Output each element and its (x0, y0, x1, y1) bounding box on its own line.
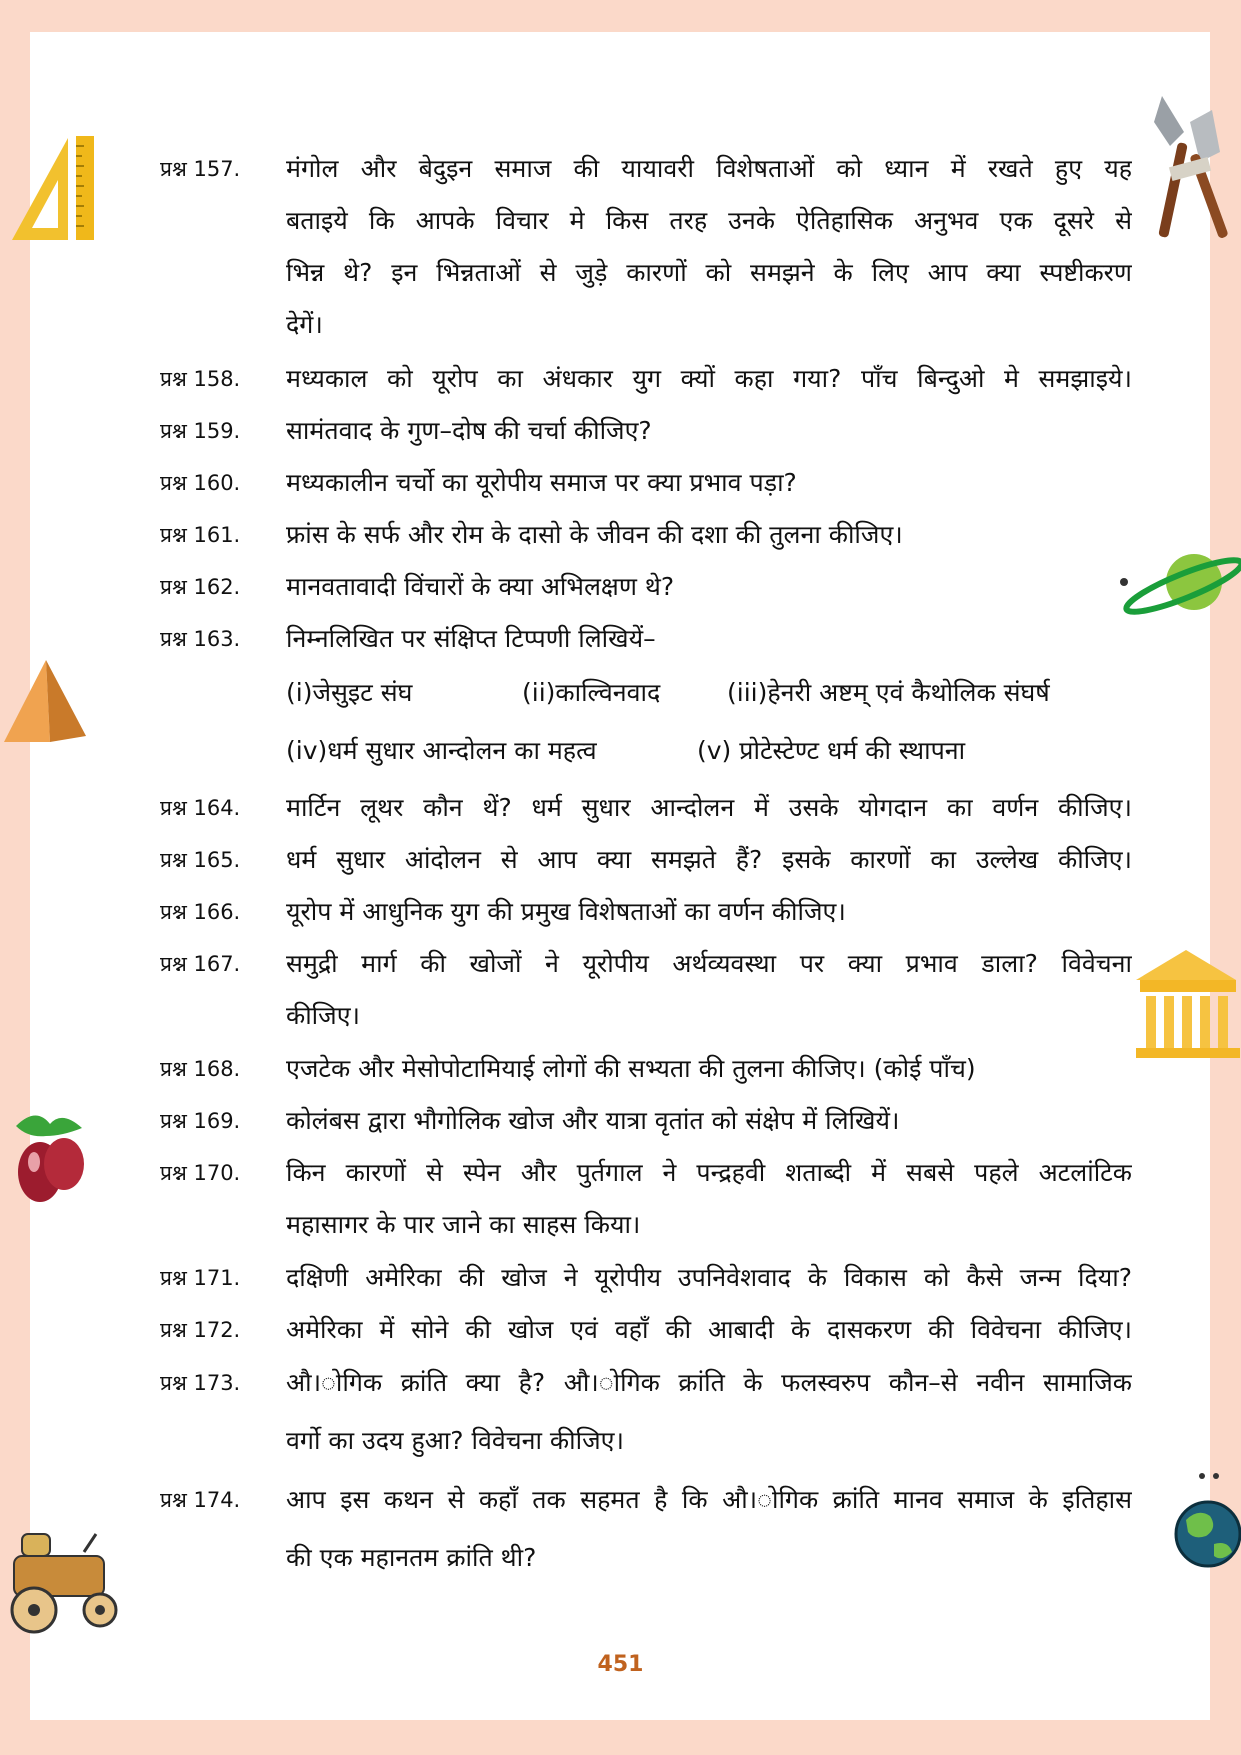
question-161 (0, 509, 1241, 561)
question-text-line: किन कारणों से स्पेन और पुर्तगाल ने पन्द्रहवी शताब्दी में सबसे पहले अटलांटिक (286, 1158, 1132, 1187)
question-162 (0, 561, 1241, 613)
question-158 (0, 353, 1241, 405)
stone-tools-icon (1150, 92, 1240, 244)
question-text-line: धर्म सुधार आंदोलन से आप क्या समझते हैं? इसके कारणों का उल्लेख कीजिए। (286, 845, 1132, 874)
question-166 (0, 886, 1241, 938)
fruit-icon (6, 1106, 92, 1206)
question-number: प्रश्न 159. (160, 419, 241, 443)
question-text-line: कीजिए। (286, 1001, 361, 1030)
question-number: प्रश्न 167. (160, 952, 241, 976)
question-number: प्रश्न 172. (160, 1318, 241, 1342)
saturn-planet-icon (1118, 542, 1241, 620)
question-text-line: निम्नलिखित पर संक्षिप्त टिप्पणी लिखियें– (286, 624, 656, 653)
question-167 (0, 938, 1241, 1030)
question-text-line: फ्रांस के सर्फ और रोम के दासो के जीवन की दशा की तुलना कीजिए। (286, 520, 903, 549)
question-165 (0, 834, 1241, 886)
question-159 (0, 405, 1241, 457)
topic-item: (i)जेसुइट संघ (286, 678, 413, 707)
question-text-line: देगें। (286, 310, 323, 339)
globe-icon (1170, 1470, 1241, 1572)
question-text-line: आप इस कथन से कहाँ तक सहमत है कि औ।ोगिक क्रांति मानव समाज के इतिहास (286, 1485, 1132, 1514)
question-168 (0, 1043, 1241, 1095)
question-text-line: औ।ोगिक क्रांति क्या है? औ।ोगिक क्रांति के फलस्वरुप कौन–से नवीन सामाजिक (286, 1368, 1132, 1397)
question-160 (0, 457, 1241, 509)
topic-item: (iii)हेनरी अष्टम् एवं कैथोलिक संघर्ष (727, 678, 1050, 707)
topic-item: (v) प्रोटेस्टेण्ट धर्म की स्थापना (697, 736, 966, 765)
pyramid-icon (0, 656, 90, 746)
question-text-line: बताइये कि आपके विचार मे किस तरह उनके ऐतिहासिक अनुभव एक दूसरे से (286, 206, 1132, 235)
question-number: प्रश्न 163. (160, 627, 241, 651)
greek-temple-icon (1132, 946, 1241, 1062)
question-172 (0, 1304, 1241, 1356)
question-number: प्रश्न 174. (160, 1488, 241, 1512)
set-square-ruler-icon (8, 132, 104, 244)
question-169 (0, 1095, 1241, 1147)
question-number: प्रश्न 171. (160, 1266, 241, 1290)
question-number: प्रश्न 173. (160, 1371, 241, 1395)
question-174 (0, 1474, 1241, 1572)
question-text-line: कोलंबस द्वारा भौगोलिक खोज और यात्रा वृतांत को संक्षेप में लिखियें। (286, 1106, 900, 1135)
question-text-line: भिन्न थे? इन भिन्नताओं से जुड़े कारणों को समझने के लिए आप क्या स्पष्टीकरण (286, 258, 1132, 287)
topic-item: (ii)काल्विनवाद (522, 678, 661, 707)
question-number: प्रश्न 160. (160, 471, 241, 495)
question-text-line: वर्गो का उदय हुआ? विवेचना कीजिए। (286, 1426, 624, 1455)
question-text-line: महासागर के पार जाने का साहस किया। (286, 1210, 641, 1239)
question-170 (0, 1147, 1241, 1239)
question-text-line: सामंतवाद के गुण–दोष की चर्चा कीजिए? (286, 416, 652, 445)
question-number: प्रश्न 169. (160, 1109, 241, 1133)
topic-item: (iv)धर्म सुधार आन्दोलन का महत्व (286, 736, 597, 765)
question-number: प्रश्न 161. (160, 523, 241, 547)
question-text-line: यूरोप में आधुनिक युग की प्रमुख विशेषताओं का वर्णन कीजिए। (286, 897, 846, 926)
question-text-line: अमेरिका में सोने की खोज एवं वहाँ की आबादी के दासकरण की विवेचना कीजिए। (286, 1315, 1132, 1344)
question-number: प्रश्न 166. (160, 900, 241, 924)
question-163 (0, 613, 1241, 665)
question-number: प्रश्न 165. (160, 848, 241, 872)
question-text-line: एजटेक और मेसोपोटामियाई लोगों की सभ्यता की तुलना कीजिए। (कोई पाँच) (286, 1054, 976, 1083)
question-number: प्रश्न 164. (160, 796, 241, 820)
question-number: प्रश्न 168. (160, 1057, 241, 1081)
question-157 (0, 143, 1241, 339)
steam-car-icon (0, 1528, 128, 1638)
question-164 (0, 782, 1241, 834)
question-text-line: मंगोल और बेदुइन समाज की यायावरी विशेषताओं को ध्यान में रखते हुए यह (286, 154, 1132, 183)
question-text-line: दक्षिणी अमेरिका की खोज ने यूरोपीय उपनिवेशवाद के विकास को कैसे जन्म दिया? (286, 1263, 1132, 1292)
question-text-line: मध्यकालीन चर्चो का यूरोपीय समाज पर क्या प्रभाव पड़ा? (286, 468, 797, 497)
question-number: प्रश्न 162. (160, 575, 241, 599)
question-text-line: मार्टिन लूथर कौन थें? धर्म सुधार आन्दोलन में उसके योगदान का वर्णन कीजिए। (286, 793, 1132, 822)
question-number: प्रश्न 170. (160, 1161, 241, 1185)
question-173 (0, 1357, 1241, 1455)
page-number: 451 (597, 1652, 644, 1677)
question-text-line: की एक महानतम क्रांति थी? (286, 1543, 537, 1572)
question-number: प्रश्न 158. (160, 367, 241, 391)
question-text-line: मानवतावादी विंचारों के क्या अभिलक्षण थे? (286, 572, 675, 601)
question-number: प्रश्न 157. (160, 157, 241, 181)
question-text-line: मध्यकाल को यूरोप का अंधकार युग क्यों कहा गया? पाँच बिन्दुओ मे समझाइये। (286, 364, 1132, 393)
question-text-line: समुद्री मार्ग की खोजों ने यूरोपीय अर्थव्यवस्था पर क्या प्रभाव डाला? विवेचना (286, 949, 1132, 978)
question-171 (0, 1252, 1241, 1304)
